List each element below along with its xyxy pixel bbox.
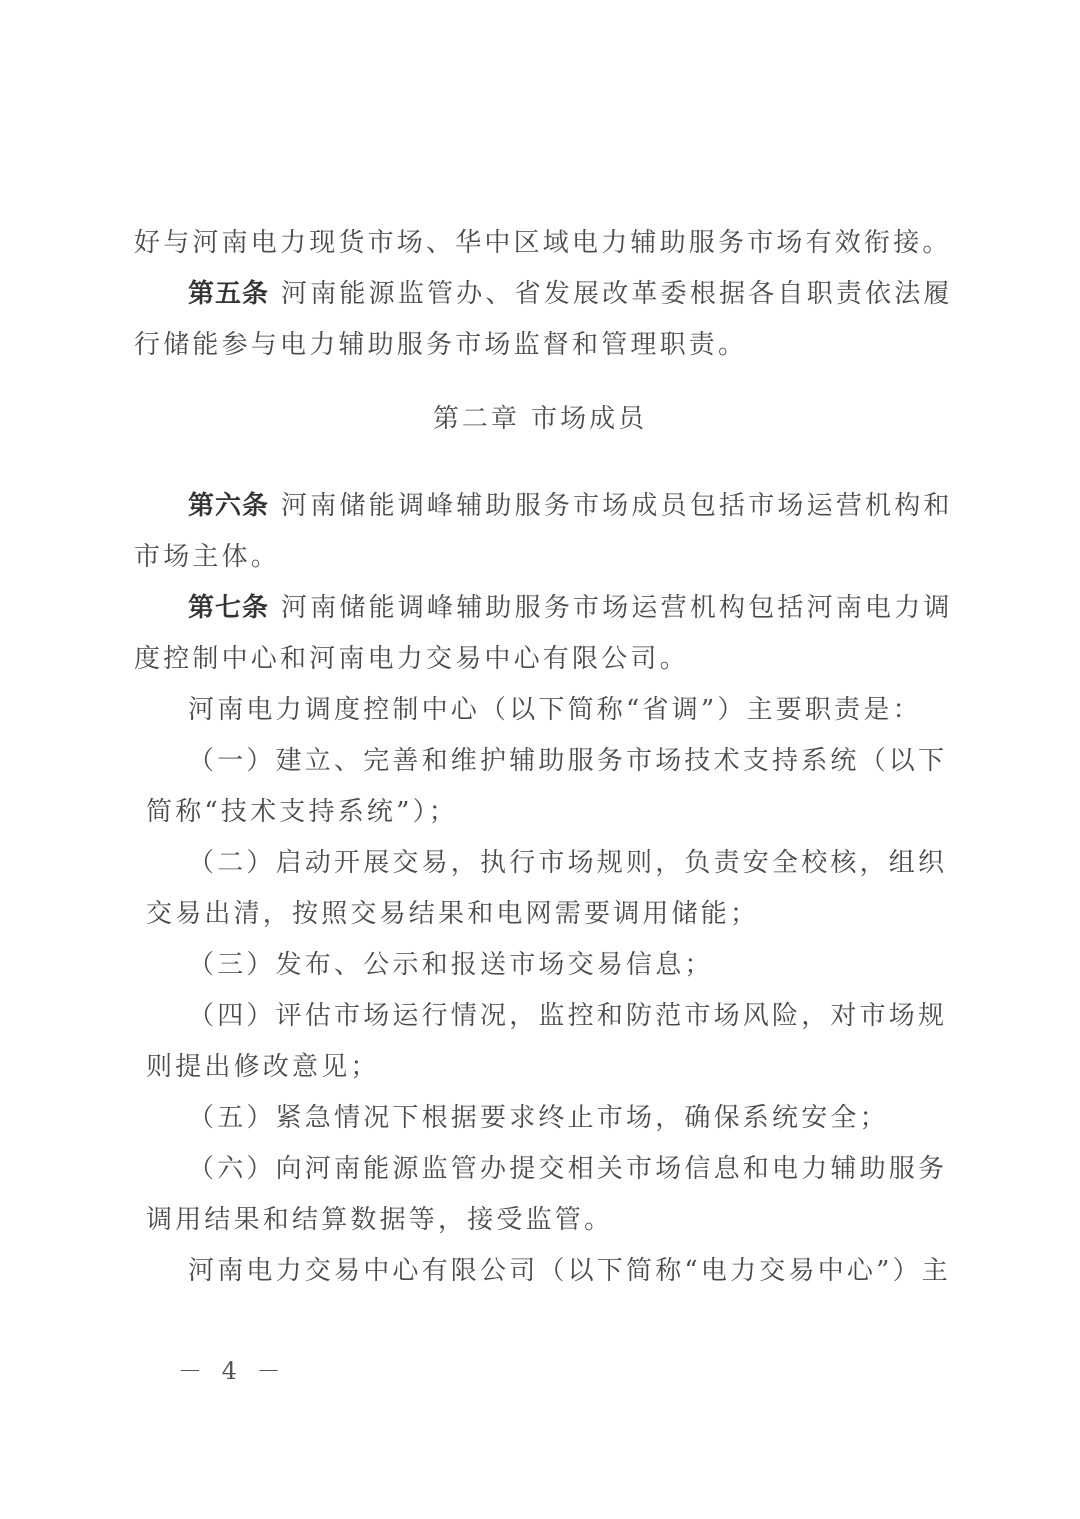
article-line	[188, 277, 953, 311]
list-item-line	[188, 846, 948, 880]
page-number: － 4 －	[178, 1357, 287, 1385]
paragraph-line	[188, 1254, 951, 1288]
paragraph-line	[188, 693, 924, 727]
list-item-line	[188, 999, 948, 1033]
paragraph-line	[134, 540, 924, 574]
list-item-line	[188, 948, 924, 982]
line-text: （一）建立、完善和维护辅助服务市场技术支持系统（以下	[188, 746, 948, 776]
list-item-line	[188, 744, 948, 778]
list-item-line	[146, 897, 936, 931]
article-line	[188, 591, 953, 625]
line-text: （六）向河南能源监管办提交相关市场信息和电力辅助服务	[188, 1154, 948, 1184]
line-text: 行储能参与电力辅助服务市场监督和管理职责。	[134, 330, 748, 360]
line-text: （四）评估市场运行情况，监控和防范市场风险，对市场规	[188, 1001, 948, 1031]
line-text: 调用结果和结算数据等，接受监管。	[146, 1205, 614, 1235]
list-item-line	[146, 1203, 936, 1237]
paragraph-line	[134, 226, 952, 260]
list-item-line	[188, 1152, 948, 1186]
line-text: 河南电力调度控制中心（以下简称“省调”）主要职责是：	[188, 695, 922, 725]
line-text: 交易出清，按照交易结果和电网需要调用储能；	[146, 899, 760, 929]
list-item-line	[188, 1101, 924, 1135]
list-item-line	[146, 795, 936, 829]
article-line	[188, 489, 953, 523]
chapter-heading: 第二章 市场成员	[432, 404, 648, 434]
line-text: 则提出修改意见；	[146, 1052, 380, 1082]
line-text: （三）发布、公示和报送市场交易信息；	[188, 950, 714, 980]
line-text: 度控制中心和河南电力交易中心有限公司。	[134, 644, 689, 674]
article-number: 第五条	[188, 279, 270, 309]
article-number: 第七条	[188, 593, 270, 623]
line-text: 简称“技术支持系统”）；	[146, 797, 458, 827]
line-text: （二）启动开展交易，执行市场规则，负责安全校核，组织	[188, 848, 948, 878]
line-text: 河南储能调峰辅助服务市场运营机构包括河南电力调	[281, 593, 953, 623]
line-text: 河南电力交易中心有限公司（以下简称“电力交易中心”）主	[188, 1256, 951, 1286]
paragraph-line	[134, 642, 924, 676]
line-text: 好与河南电力现货市场、华中区域电力辅助服务市场有效衔接。	[134, 228, 952, 258]
article-number: 第六条	[188, 491, 270, 521]
paragraph-line	[134, 328, 924, 362]
line-text: （五）紧急情况下根据要求终止市场，确保系统安全；	[188, 1103, 889, 1133]
line-text: 河南储能调峰辅助服务市场成员包括市场运营机构和	[281, 491, 953, 521]
line-text: 河南能源监管办、省发展改革委根据各自职责依法履	[281, 279, 953, 309]
list-item-line	[146, 1050, 936, 1084]
line-text: 市场主体。	[134, 542, 281, 572]
